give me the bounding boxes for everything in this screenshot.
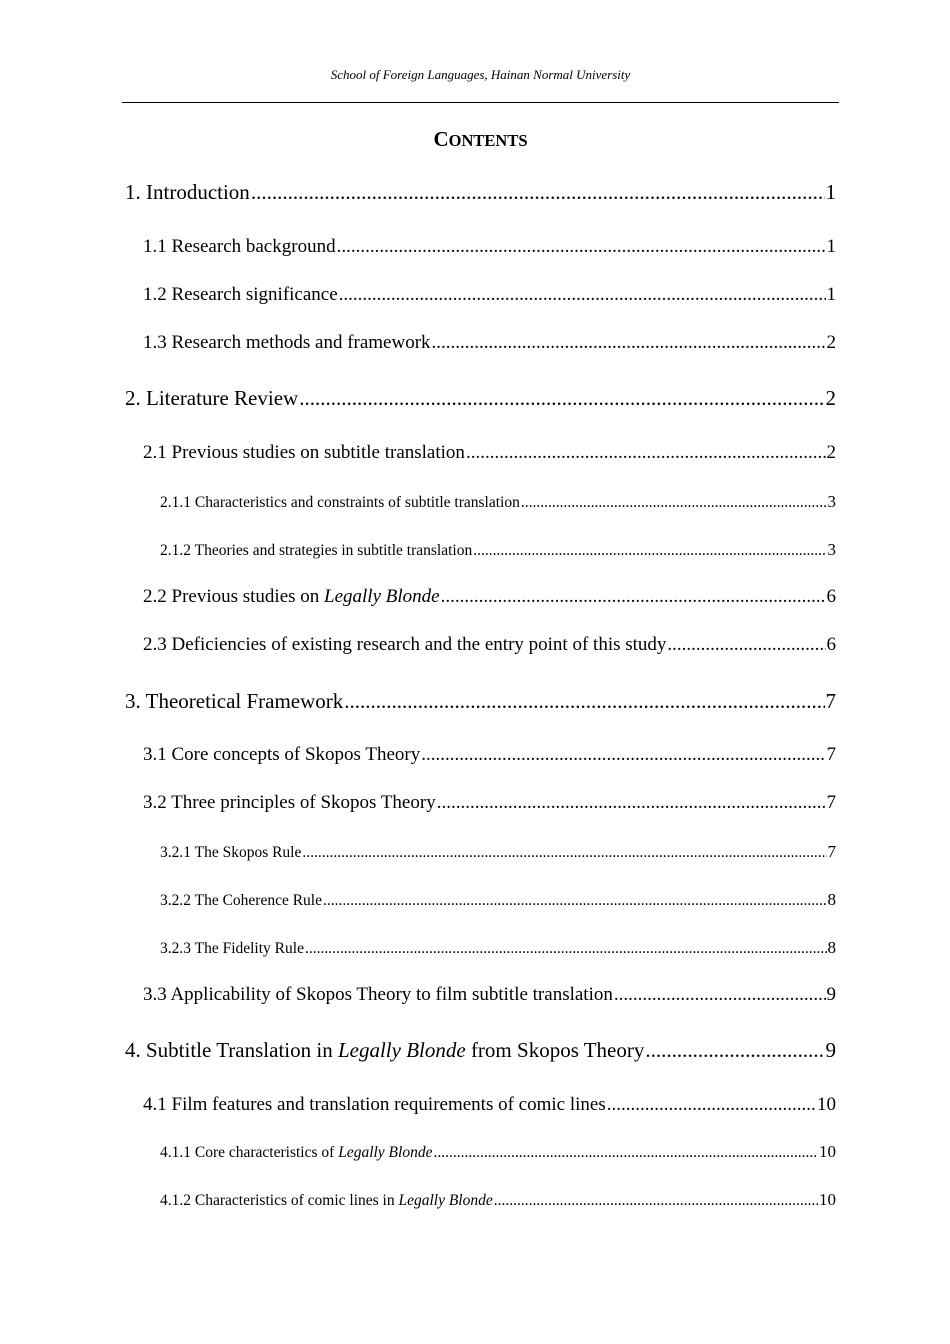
toc-entry-title: [125, 1038, 644, 1063]
toc-entry-title-text: 3.3 Applicability of Skopos Theory to film subtitle translation: [143, 984, 613, 1005]
dot-leader: [305, 940, 827, 958]
dot-leader: [667, 634, 825, 656]
toc-entry-page: 10: [819, 1142, 836, 1161]
toc-entry-title: [143, 744, 420, 766]
toc-entry-title: [143, 284, 338, 306]
toc-entry[interactable]: [143, 236, 836, 258]
toc-entry[interactable]: [143, 586, 836, 608]
dot-leader: [421, 744, 825, 766]
dot-leader: [607, 1094, 816, 1116]
toc-entry-title-text: 2. Literature Review: [125, 386, 299, 410]
toc-entry-title-text: 2.1 Previous studies on subtitle translation: [143, 442, 465, 463]
toc-entry-page: 2: [825, 386, 836, 410]
toc-entry-title: [143, 1094, 606, 1116]
toc-entry-title: [125, 386, 298, 411]
dot-leader: [432, 332, 826, 354]
dot-leader: [441, 586, 826, 608]
film-title-italic: Legally Blonde: [337, 1038, 466, 1062]
toc-entry-page: 3: [827, 492, 836, 511]
toc-entry-page: 8: [827, 938, 836, 957]
toc-entry[interactable]: [160, 890, 836, 910]
toc-entry-page: 2: [826, 332, 836, 353]
toc-entry[interactable]: [160, 842, 836, 862]
toc-entry-title-text: 2.3 Deficiencies of existing research and the entry point of this study: [143, 634, 667, 655]
toc-entry[interactable]: [143, 1094, 836, 1116]
toc-entry-page: 6: [826, 634, 836, 655]
toc-entry-page: 8: [827, 890, 836, 909]
dot-leader: [645, 1038, 824, 1063]
toc-entry[interactable]: [160, 1142, 836, 1162]
toc-entry[interactable]: [143, 332, 836, 354]
running-header: School of Foreign Languages, Hainan Normal University: [330, 67, 631, 82]
toc-entry[interactable]: [160, 540, 836, 560]
toc-entry-title: [143, 586, 440, 608]
toc-entry-title: [125, 180, 250, 205]
toc-entry-title: [143, 332, 431, 354]
title-rest: ONTENTS: [448, 131, 528, 150]
toc-entry-page: 1: [826, 284, 836, 305]
toc-entry[interactable]: [143, 634, 836, 656]
toc-entry[interactable]: [160, 1190, 836, 1210]
toc-entry-title-text: from Skopos Theory: [465, 1038, 645, 1062]
toc-entry-page: 1: [826, 236, 836, 257]
toc-entry-title: [143, 634, 666, 656]
dot-leader: [614, 984, 826, 1006]
toc-entry-title-text: 4.1.2 Characteristics of comic lines in: [160, 1192, 399, 1209]
toc-entry-title-text: 4.1 Film features and translation requirements of comic lines: [143, 1094, 606, 1115]
toc-entry-title-text: 3.2.1 The Skopos Rule: [160, 844, 302, 861]
toc-entry[interactable]: [160, 492, 836, 512]
toc-entry-page: 1: [825, 180, 836, 204]
toc-entry-title: [160, 542, 472, 560]
dot-leader: [302, 844, 826, 862]
toc-entry-page: 10: [819, 1190, 836, 1209]
toc-entry-page: 7: [826, 792, 836, 813]
film-title-italic: Legally Blonde: [338, 1144, 433, 1161]
toc-entry-title-text: 1.3 Research methods and framework: [143, 332, 431, 353]
dot-leader: [251, 180, 825, 205]
toc-entry-page: 9: [826, 984, 836, 1005]
toc-entry-title-text: 4. Subtitle Translation in: [125, 1038, 338, 1062]
toc-entry[interactable]: [125, 386, 836, 411]
dot-leader: [339, 284, 826, 306]
toc-entry-title: [160, 844, 301, 862]
toc-entry-title: [125, 689, 343, 714]
film-title-italic: Legally Blonde: [324, 586, 440, 607]
toc-entry-page: 7: [827, 842, 836, 861]
toc-entry-title: [143, 792, 436, 814]
toc-entry-page: 7: [826, 744, 836, 765]
dot-leader: [473, 542, 826, 560]
toc-entry-title-text: 2.2 Previous studies on: [143, 586, 325, 607]
dot-leader: [299, 386, 824, 411]
toc-entry-title: [160, 1192, 493, 1210]
toc-entry[interactable]: [143, 792, 836, 814]
toc-entry-title-text: 3.2.2 The Coherence Rule: [160, 892, 322, 909]
toc-entry-page: 10: [817, 1094, 836, 1115]
toc-entry-page: 3: [827, 540, 836, 559]
film-title-italic: Legally Blonde: [398, 1192, 493, 1209]
dot-leader: [494, 1192, 818, 1210]
toc-entry[interactable]: [143, 744, 836, 766]
toc-entry[interactable]: [125, 1038, 836, 1063]
toc-entry-title: [143, 236, 336, 258]
toc-entry-page: 2: [826, 442, 836, 463]
toc-entry-title-text: 3.2 Three principles of Skopos Theory: [143, 792, 436, 813]
toc-entry-title-text: 1.2 Research significance: [143, 284, 338, 305]
toc-entry-title-text: 3.1 Core concepts of Skopos Theory: [143, 744, 421, 765]
toc-entry-page: 7: [825, 689, 836, 713]
toc-entry[interactable]: [143, 984, 836, 1006]
dot-leader: [433, 1144, 818, 1162]
dot-leader: [521, 494, 827, 512]
toc-entry-title-text: 2.1.1 Characteristics and constraints of subtitle translation: [160, 494, 520, 511]
toc-entry[interactable]: [143, 284, 836, 306]
toc-entry-title-text: 3. Theoretical Framework: [125, 689, 344, 713]
toc-entry[interactable]: [143, 442, 836, 464]
toc-entry-title-text: 1. Introduction: [125, 180, 250, 204]
title-initial: C: [433, 127, 449, 151]
toc-entry-page: 6: [826, 586, 836, 607]
dot-leader: [323, 892, 827, 910]
dot-leader: [437, 792, 826, 814]
toc-entry-title: [143, 984, 613, 1006]
toc-entry-title-text: 4.1.1 Core characteristics of: [160, 1144, 339, 1161]
toc-entry-page: 9: [825, 1038, 836, 1062]
toc-entry-title: [160, 494, 520, 512]
toc-entry-title: [160, 940, 304, 958]
toc-entry-title-text: 2.1.2 Theories and strategies in subtitle translation: [160, 542, 473, 559]
toc-entry[interactable]: [125, 689, 836, 714]
dot-leader: [466, 442, 826, 464]
toc-entry[interactable]: [160, 938, 836, 958]
dot-leader: [344, 689, 824, 714]
toc-entry-title: [160, 892, 322, 910]
toc-entry-title: [160, 1144, 432, 1162]
toc-entry[interactable]: [125, 180, 836, 205]
dot-leader: [337, 236, 826, 258]
toc-entry-title-text: 3.2.3 The Fidelity Rule: [160, 940, 304, 957]
toc-entry-title: [143, 442, 465, 464]
toc-entry-title-text: 1.1 Research background: [143, 236, 336, 257]
